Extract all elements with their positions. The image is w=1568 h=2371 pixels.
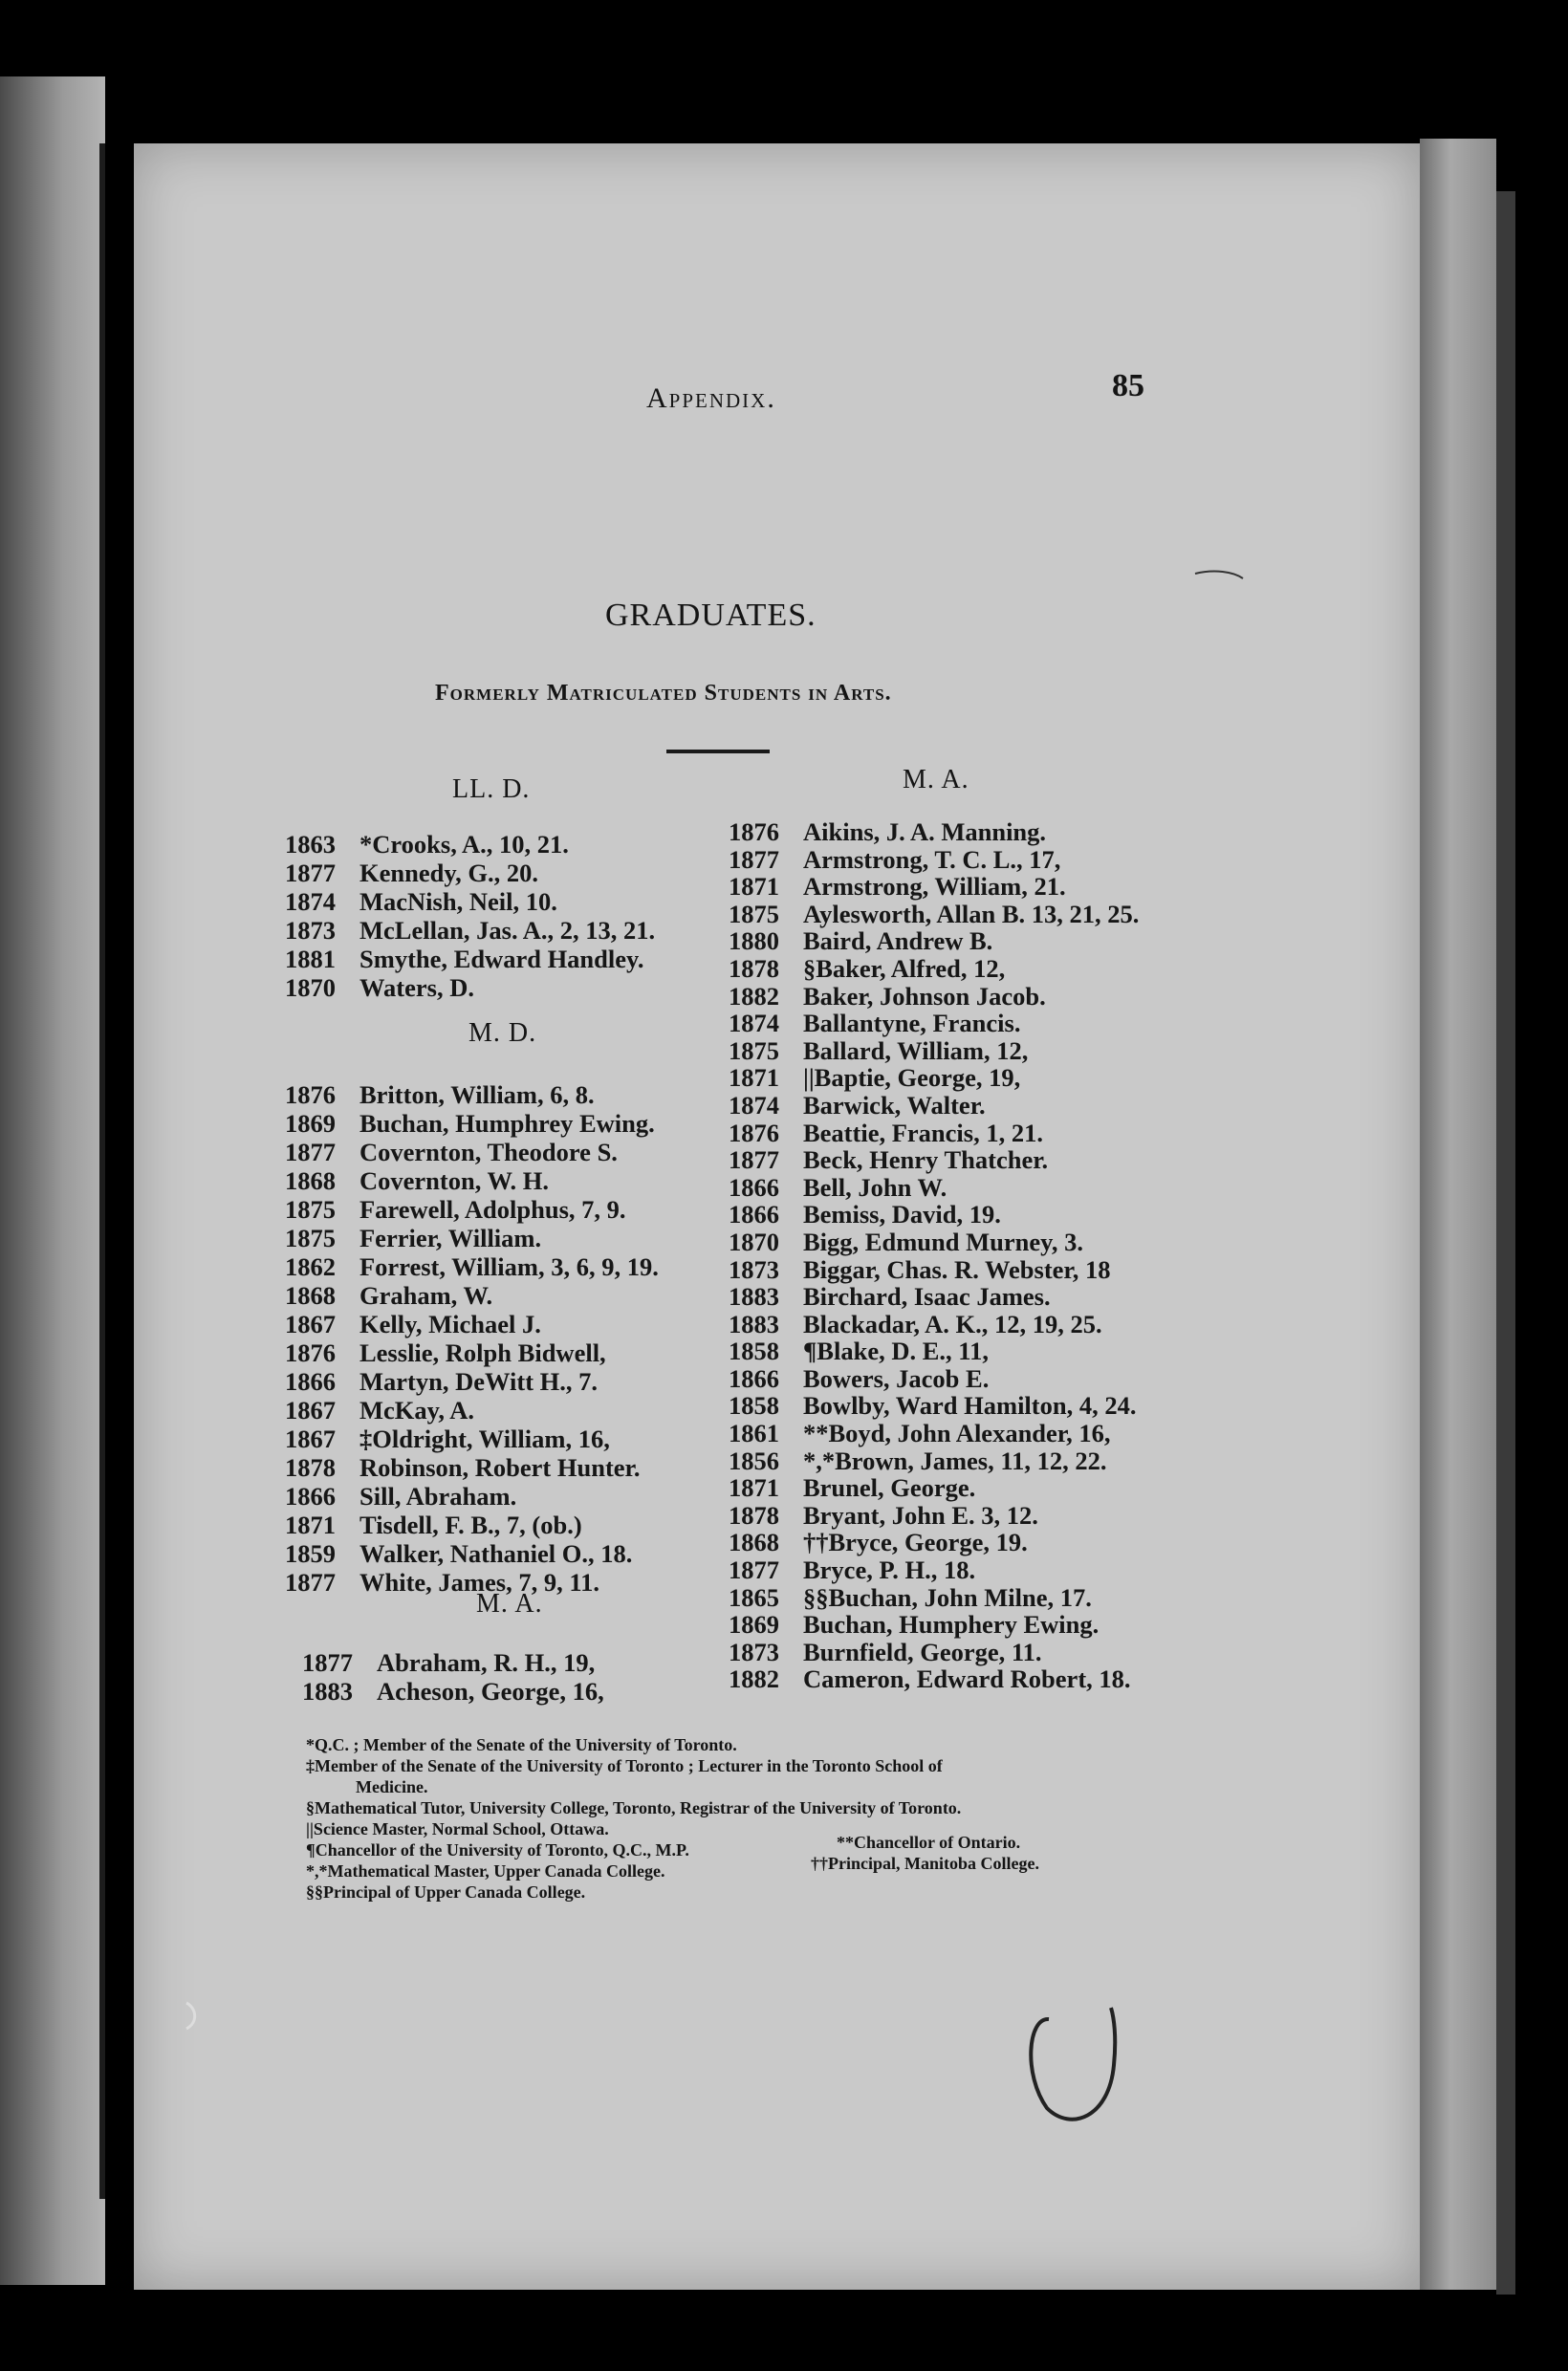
entry-name: Bowers, Jacob E. xyxy=(803,1363,990,1393)
entry-name: Birchard, Isaac James. xyxy=(803,1282,1051,1312)
entry-name: Beattie, Francis, 1, 21. xyxy=(803,1118,1043,1147)
entry-name: Bigg, Edmund Murney, 3. xyxy=(803,1227,1084,1256)
footnote-1: *Q.C. ; Member of the Senate of the University of Toronto. xyxy=(306,1735,737,1754)
entry-name: Covernton, W. H. xyxy=(359,1166,550,1195)
entry-year: 1878 xyxy=(729,1500,779,1530)
entry-year: 1876 xyxy=(729,817,779,846)
footnote-2-cont: Medicine. xyxy=(356,1777,428,1796)
entry-name: Bryant, John E. 3, 12. xyxy=(803,1500,1038,1530)
entry-name: Buchan, Humphery Ewing. xyxy=(803,1610,1100,1640)
entry-year: 1858 xyxy=(729,1337,779,1366)
entry-name: §§Buchan, John Milne, 17. xyxy=(803,1582,1092,1612)
entry-name: Covernton, Theodore S. xyxy=(359,1138,618,1166)
entry-year: 1871 xyxy=(729,1063,779,1093)
entry-name: Bowlby, Ward Hamilton, 4, 24. xyxy=(803,1391,1137,1421)
entry-year: 1878 xyxy=(729,953,779,983)
entry-year: 1875 xyxy=(285,1195,336,1224)
footnote-2: ‡Member of the Senate of the University of Toronto ; Lecturer in the Toronto School of xyxy=(306,1756,943,1775)
entry-year: 1866 xyxy=(729,1200,779,1229)
entry-name: Abraham, R. H., 19, xyxy=(377,1648,596,1677)
entry-year: 1883 xyxy=(729,1309,779,1338)
heading-ma-left: M. A. xyxy=(476,1589,543,1619)
entry-year: 1867 xyxy=(285,1310,336,1338)
entry-year: 1868 xyxy=(285,1166,336,1195)
entry-year: 1863 xyxy=(285,830,336,859)
entry-name: Bell, John W. xyxy=(803,1172,947,1202)
entry-year: 1877 xyxy=(729,1145,779,1175)
entry-name: Ferrier, William. xyxy=(359,1224,542,1252)
footnote-7: *,*Mathematical Master, Upper Canada College. xyxy=(306,1861,665,1881)
entry-year: 1871 xyxy=(285,1511,336,1539)
footnote-8: ††Principal, Manitoba College. xyxy=(811,1854,1039,1873)
footnote-9: §§Principal of Upper Canada College. xyxy=(306,1882,586,1902)
entry-year: 1866 xyxy=(285,1482,336,1511)
entry-name: Beck, Henry Thatcher. xyxy=(803,1145,1049,1175)
heading-md: M. D. xyxy=(468,1018,537,1048)
footnote-5: ¶Chancellor of the University of Toronto, Q.C., M.P. xyxy=(306,1840,689,1860)
entry-name: Aylesworth, Allan B. 13, 21, 25. xyxy=(803,899,1140,928)
entry-name: §Baker, Alfred, 12, xyxy=(803,953,1006,983)
entry-name: MacNish, Neil, 10. xyxy=(359,887,557,916)
heading-ma-right: M. A. xyxy=(903,765,969,794)
page-title: GRADUATES. xyxy=(605,598,817,633)
entry-name: Sill, Abraham. xyxy=(359,1482,517,1511)
entry-year: 1877 xyxy=(729,1555,779,1585)
entry-name: Lesslie, Rolph Bidwell, xyxy=(359,1338,606,1367)
entry-year: 1866 xyxy=(285,1367,336,1396)
film-scratch xyxy=(186,2003,195,2029)
entry-name: Kelly, Michael J. xyxy=(359,1310,541,1338)
entry-year: 1881 xyxy=(285,945,336,973)
entry-year: 1874 xyxy=(285,887,336,916)
entry-year: 1876 xyxy=(285,1338,336,1367)
entry-name: Forrest, William, 3, 6, 9, 19. xyxy=(359,1252,659,1281)
entry-name: Armstrong, T. C. L., 17, xyxy=(803,844,1061,874)
entry-name: ||Baptie, George, 19, xyxy=(803,1063,1021,1093)
footnote-3: §Mathematical Tutor, University College, Toronto, Registrar of the University of Toronto. xyxy=(306,1798,962,1817)
entry-year: 1866 xyxy=(729,1363,779,1393)
entry-name: Kennedy, G., 20. xyxy=(359,859,539,887)
entry-name: Ballard, William, 12, xyxy=(803,1035,1029,1065)
entry-name: Acheson, George, 16, xyxy=(377,1677,604,1706)
entry-name: Aikins, J. A. Manning. xyxy=(803,817,1047,846)
entry-year: 1873 xyxy=(285,916,336,945)
entry-year: 1873 xyxy=(729,1637,779,1666)
entry-year: 1878 xyxy=(285,1453,336,1482)
entry-name: Ballantyne, Francis. xyxy=(803,1009,1021,1038)
entry-year: 1868 xyxy=(285,1281,336,1310)
entry-year: 1882 xyxy=(729,981,779,1011)
entry-name: Brunel, George. xyxy=(803,1473,976,1503)
entry-name: Robinson, Robert Hunter. xyxy=(359,1453,641,1482)
entry-name: McLellan, Jas. A., 2, 13, 21. xyxy=(359,916,656,945)
entry-year: 1873 xyxy=(729,1254,779,1284)
entry-year: 1877 xyxy=(285,859,336,887)
entry-name: Tisdell, F. B., 7, (ob.) xyxy=(359,1511,582,1539)
entry-year: 1871 xyxy=(729,1473,779,1503)
entry-name: *,*Brown, James, 11, 12, 22. xyxy=(803,1446,1107,1475)
entry-name: Barwick, Walter. xyxy=(803,1090,986,1120)
entry-year: 1869 xyxy=(729,1610,779,1640)
entry-year: 1871 xyxy=(729,872,779,902)
entry-year: 1858 xyxy=(729,1391,779,1421)
page-number: 85 xyxy=(1112,368,1144,403)
handwritten-mark xyxy=(1031,2008,1115,2120)
entry-name: Waters, D. xyxy=(359,973,474,1002)
entry-year: 1874 xyxy=(729,1090,779,1120)
stray-mark xyxy=(1195,572,1243,578)
entry-year: 1882 xyxy=(729,1664,779,1694)
entry-name: **Boyd, John Alexander, 16, xyxy=(803,1419,1111,1448)
entry-year: 1856 xyxy=(729,1446,779,1475)
entry-year: 1877 xyxy=(302,1648,353,1677)
entry-year: 1859 xyxy=(285,1539,336,1568)
entry-year: 1875 xyxy=(285,1224,336,1252)
entry-name: Buchan, Humphrey Ewing. xyxy=(359,1109,655,1138)
entry-year: 1883 xyxy=(302,1677,353,1706)
entry-name: ††Bryce, George, 19. xyxy=(803,1528,1028,1557)
entry-year: 1875 xyxy=(729,899,779,928)
entry-year: 1867 xyxy=(285,1425,336,1453)
entry-name: Britton, William, 6, 8. xyxy=(359,1080,595,1109)
entry-year: 1874 xyxy=(729,1009,779,1038)
entry-year: 1877 xyxy=(285,1568,336,1597)
entry-name: Burnfield, George, 11. xyxy=(803,1637,1042,1666)
entry-year: 1865 xyxy=(729,1582,779,1612)
entry-name: Armstrong, William, 21. xyxy=(803,872,1066,902)
heading-lld: LL. D. xyxy=(452,774,531,804)
entry-name: White, James, 7, 9, 11. xyxy=(359,1568,599,1597)
entry-name: ¶Blake, D. E., 11, xyxy=(803,1337,989,1366)
entry-name: *Crooks, A., 10, 21. xyxy=(359,830,569,859)
entry-year: 1861 xyxy=(729,1419,779,1448)
entry-year: 1875 xyxy=(729,1035,779,1065)
entry-name: Smythe, Edward Handley. xyxy=(359,945,644,973)
entry-name: ‡Oldright, William, 16, xyxy=(359,1425,610,1453)
entry-year: 1883 xyxy=(729,1282,779,1312)
entry-name: Martyn, DeWitt H., 7. xyxy=(359,1367,599,1396)
footnote-6: **Chancellor of Ontario. xyxy=(837,1833,1021,1852)
footnote-4: ||Science Master, Normal School, Ottawa. xyxy=(306,1819,609,1838)
entry-name: Walker, Nathaniel O., 18. xyxy=(359,1539,633,1568)
entry-year: 1862 xyxy=(285,1252,336,1281)
entry-name: Bryce, P. H., 18. xyxy=(803,1555,976,1585)
entry-year: 1867 xyxy=(285,1396,336,1425)
entry-name: Graham, W. xyxy=(359,1281,493,1310)
entry-year: 1869 xyxy=(285,1109,336,1138)
entry-name: Farewell, Adolphus, 7, 9. xyxy=(359,1195,626,1224)
entry-year: 1866 xyxy=(729,1172,779,1202)
entry-year: 1876 xyxy=(729,1118,779,1147)
entry-name: McKay, A. xyxy=(359,1396,474,1425)
entry-year: 1868 xyxy=(729,1528,779,1557)
entry-year: 1870 xyxy=(729,1227,779,1256)
entry-name: Blackadar, A. K., 12, 19, 25. xyxy=(803,1309,1102,1338)
entry-name: Biggar, Chas. R. Webster, 18 xyxy=(803,1254,1111,1284)
entry-name: Baird, Andrew B. xyxy=(803,926,993,956)
page-subtitle: Formerly Matriculated Students in Arts. xyxy=(435,681,892,706)
entry-year: 1877 xyxy=(285,1138,336,1166)
entry-year: 1870 xyxy=(285,973,336,1002)
entry-year: 1880 xyxy=(729,926,779,956)
entry-name: Bemiss, David, 19. xyxy=(803,1200,1001,1229)
entry-name: Baker, Johnson Jacob. xyxy=(803,981,1046,1011)
entry-name: Cameron, Edward Robert, 18. xyxy=(803,1664,1131,1694)
entry-year: 1876 xyxy=(285,1080,336,1109)
entry-year: 1877 xyxy=(729,844,779,874)
running-header: Appendix. xyxy=(646,382,776,414)
